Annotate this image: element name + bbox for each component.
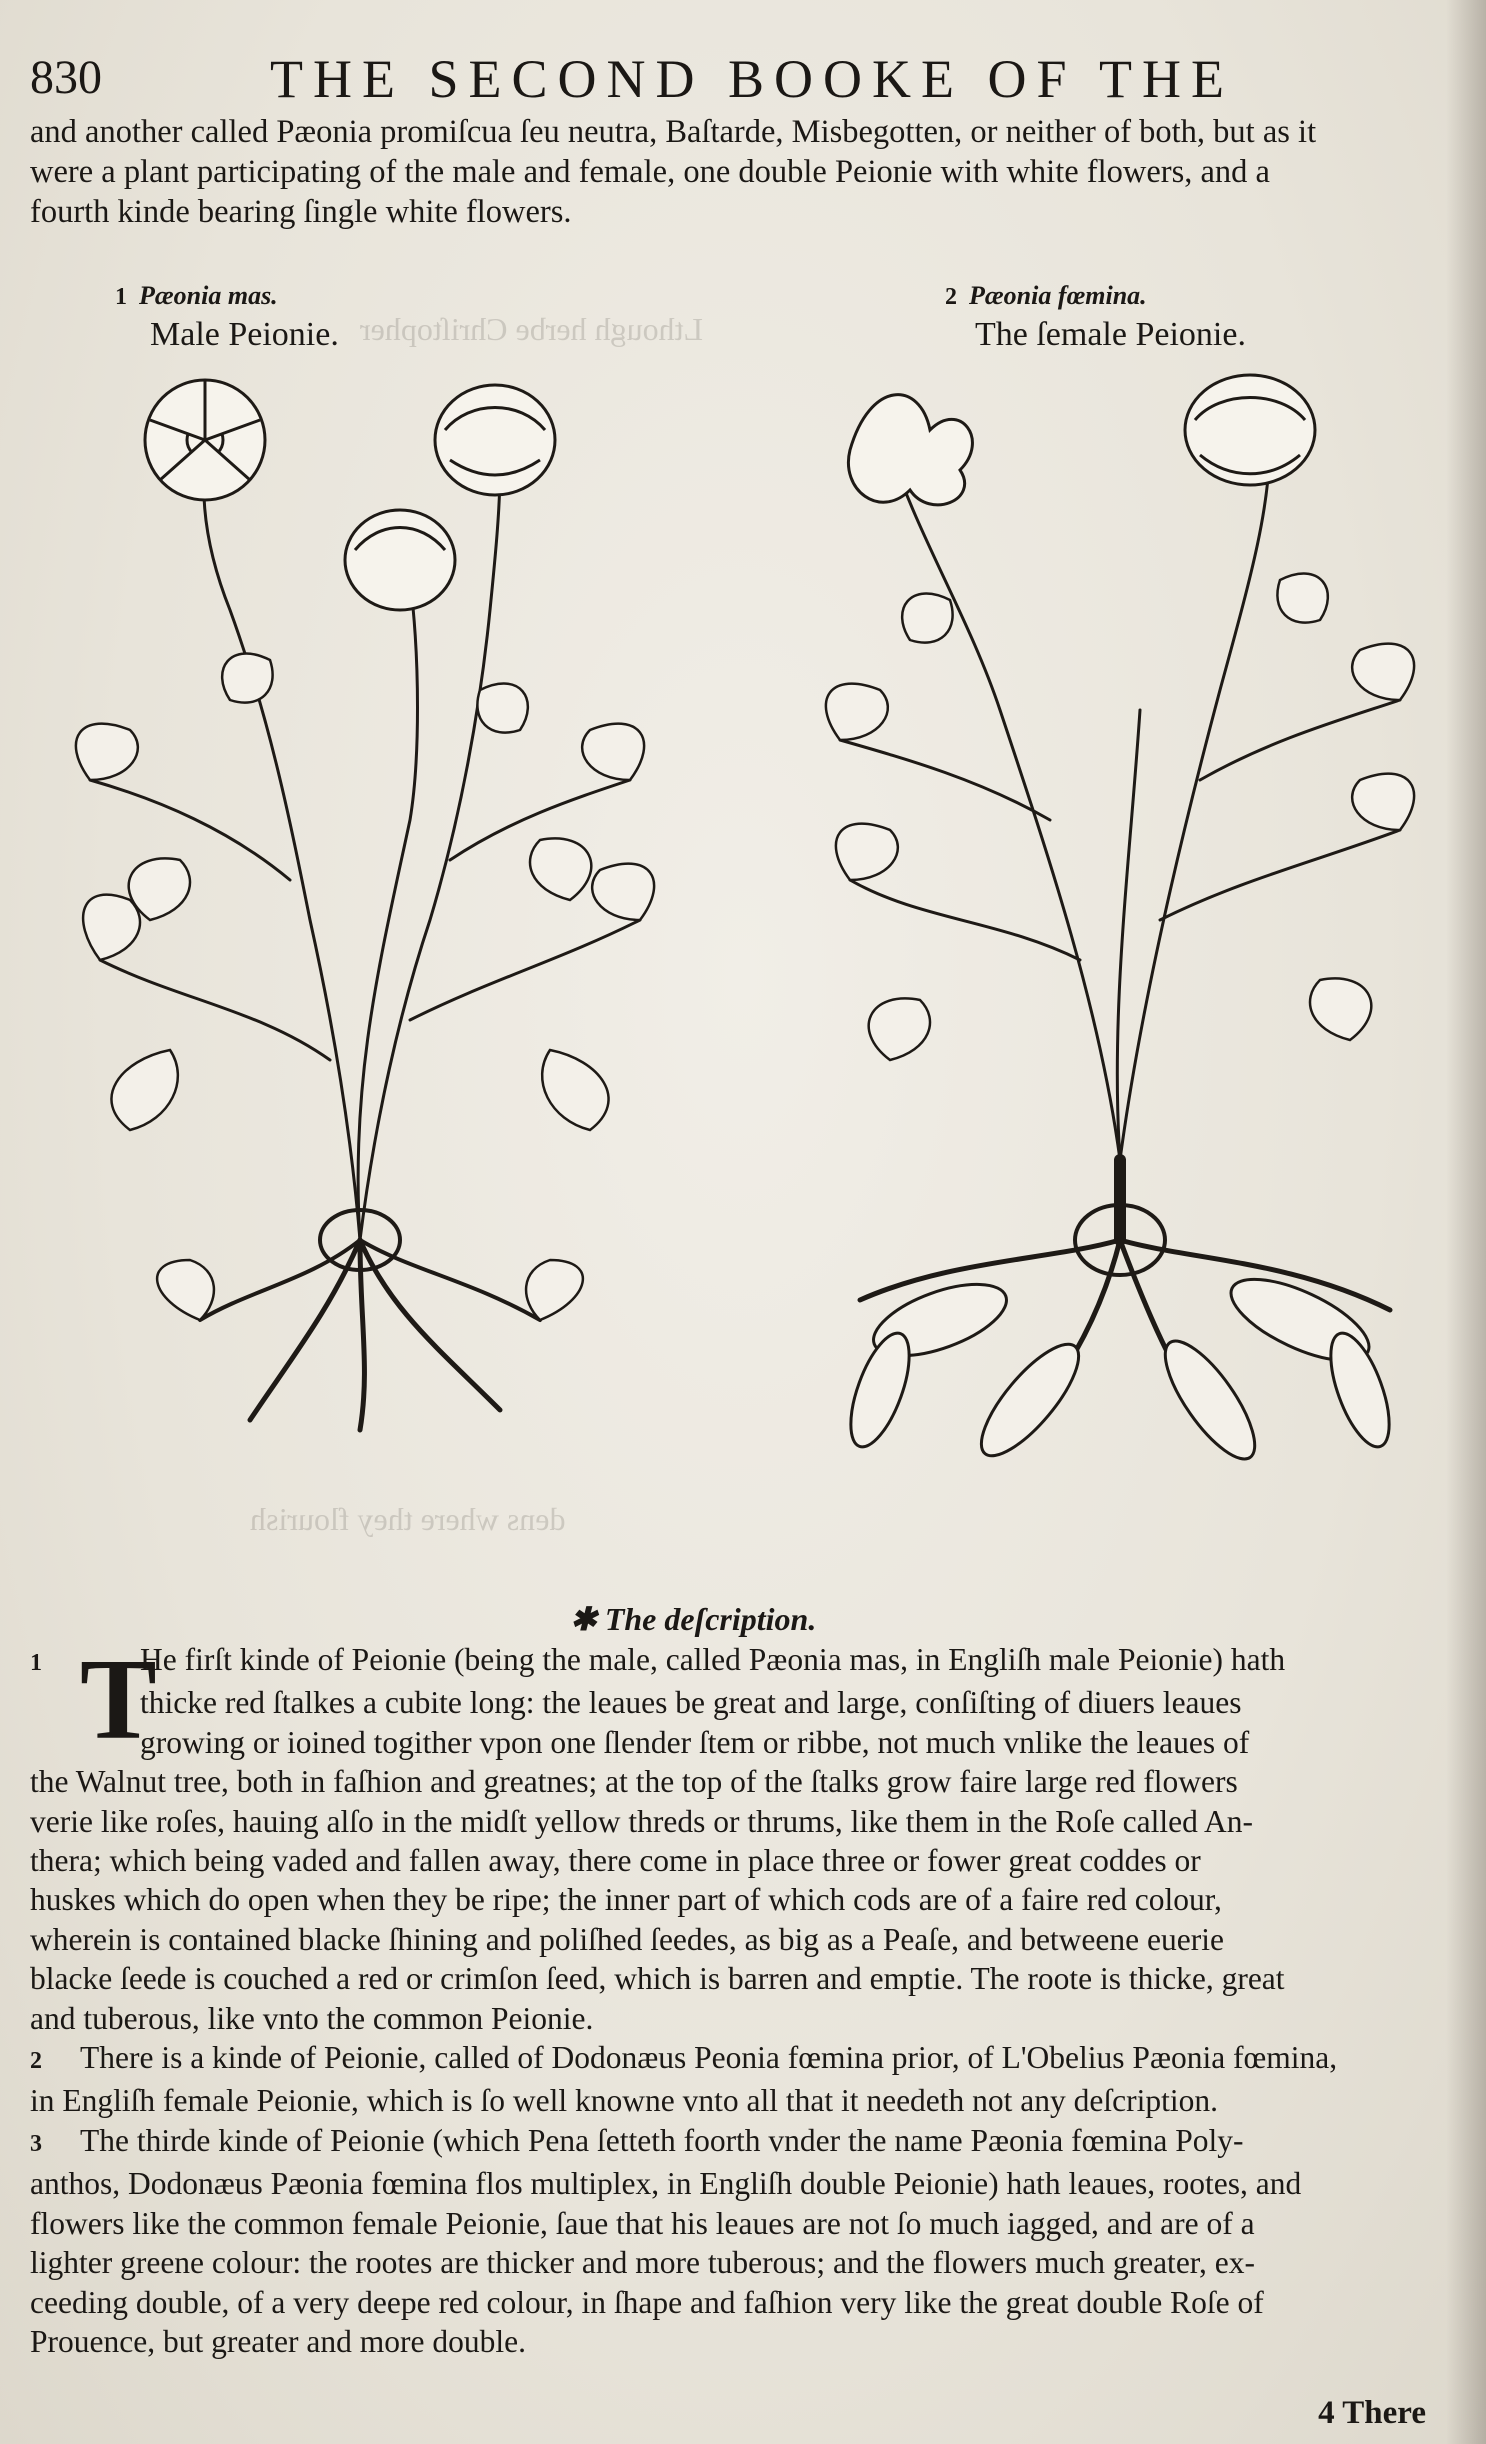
intro-line: and another called Pæonia promiſcua ſeu neutra, Baſtarde, Misbegotten, or neither of both, but as it [30, 114, 1317, 150]
figure-english-name: Male Peionie. [150, 316, 339, 353]
intro-line: fourth kinde bearing ſingle white flowers. [30, 194, 572, 230]
intro-paragraph [30, 112, 1450, 232]
catchword: 4 There [1318, 2395, 1426, 2431]
female-peony-woodcut [800, 360, 1440, 1480]
text-line: thera; which being vaded and fallen away, there come in place three or fower great coddes or [30, 1843, 1201, 1879]
text-line: the Walnut tree, both in faſhion and greatnes; at the top of the ſtalks grow faire large red flowers [30, 1764, 1238, 1800]
text-line: 3 The thirde kinde of Peionie (which Pena ſetteth foorth vnder the name Pæonia fœmina Poly- [30, 2121, 1455, 2164]
text-line: huskes which do open when they be ripe; the inner part of which cods are of a faire red colour, [30, 1882, 1222, 1918]
text-line: ceeding double, of a very deepe red colour, in ſhape and faſhion very like the great double Roſe of [30, 2284, 1264, 2320]
description-text [30, 1636, 1455, 2361]
paragraph-number: 3 [30, 2130, 42, 2157]
bleed-through: dens where they flourish [250, 1501, 566, 1537]
figure-number: 1 [115, 284, 127, 310]
text-line: 2 There is a kinde of Peionie, called of Dodonæus Peonia fœmina prior, of L'Obelius Pæonia fœmina, [30, 2038, 1455, 2081]
bleed-through: Lthough herbe Chriſtopher [360, 311, 704, 347]
drop-cap: T [80, 1636, 157, 1763]
section-heading: ✱ The deſcription. [570, 1601, 817, 1637]
page-number: 830 [30, 51, 102, 104]
page-header [30, 40, 1460, 120]
text-line: Prouence, but greater and more double. [30, 2323, 526, 2359]
figure-1-caption [115, 275, 339, 354]
text-line: and tuberous, like vnto the common Peionie. [30, 2000, 594, 2036]
paragraph-number: 2 [30, 2048, 42, 2075]
figure-english-name: The ſemale Peionie. [975, 316, 1246, 353]
text-line: growing or ioined togither vpon one ſlender ſtem or ribbe, not much vnlike the leaues of [140, 1724, 1250, 1760]
text-line: wherein is contained blacke ſhining and poliſhed ſeedes, as big as a Peaſe, and betweene euerie [30, 1921, 1224, 1957]
text-line: lighter greene colour: the rootes are thicker and more tuberous; and the flowers much greater, ex- [30, 2245, 1255, 2281]
running-head: THE SECOND BOOKE OF THE [270, 49, 1235, 109]
text-line: in Engliſh female Peionie, which is ſo well knowne vnto all that it needeth not any deſcription. [30, 2083, 1218, 2119]
figure-2-caption [945, 275, 1246, 354]
paragraph-number: 1 [30, 1650, 42, 1676]
figure-latin-name: Pæonia fœmina. [969, 281, 1147, 310]
text-line: anthos, Dodonæus Pæonia fœmina flos multiplex, in Engliſh double Peionie) hath leaues, rootes, and [30, 2166, 1302, 2202]
text-line: 1 He firſt kinde of Peionie (being the male, called Pæonia mas, in Engliſh male Peionie) hath [30, 1640, 1455, 1683]
text-line: blacke ſeede is couched a red or crimſon ſeed, which is barren and emptie. The roote is thicke, great [30, 1961, 1285, 1997]
figure-latin-name: Pæonia mas. [139, 281, 278, 310]
intro-line: were a plant participating of the male and female, one double Peionie with white flowers, and a [30, 154, 1270, 190]
text-line: verie like roſes, hauing alſo in the midſt yellow threds or thrums, like them in the Roſe called An- [30, 1803, 1253, 1839]
male-peony-woodcut [30, 360, 680, 1440]
figure-number: 2 [945, 284, 957, 310]
text-line: thicke red ſtalkes a cubite long: the leaues be great and large, conſiſting of diuers leaues [140, 1685, 1242, 1721]
text-line: flowers like the common female Peionie, ſaue that his leaues are not ſo much iagged, and are of a [30, 2205, 1255, 2241]
